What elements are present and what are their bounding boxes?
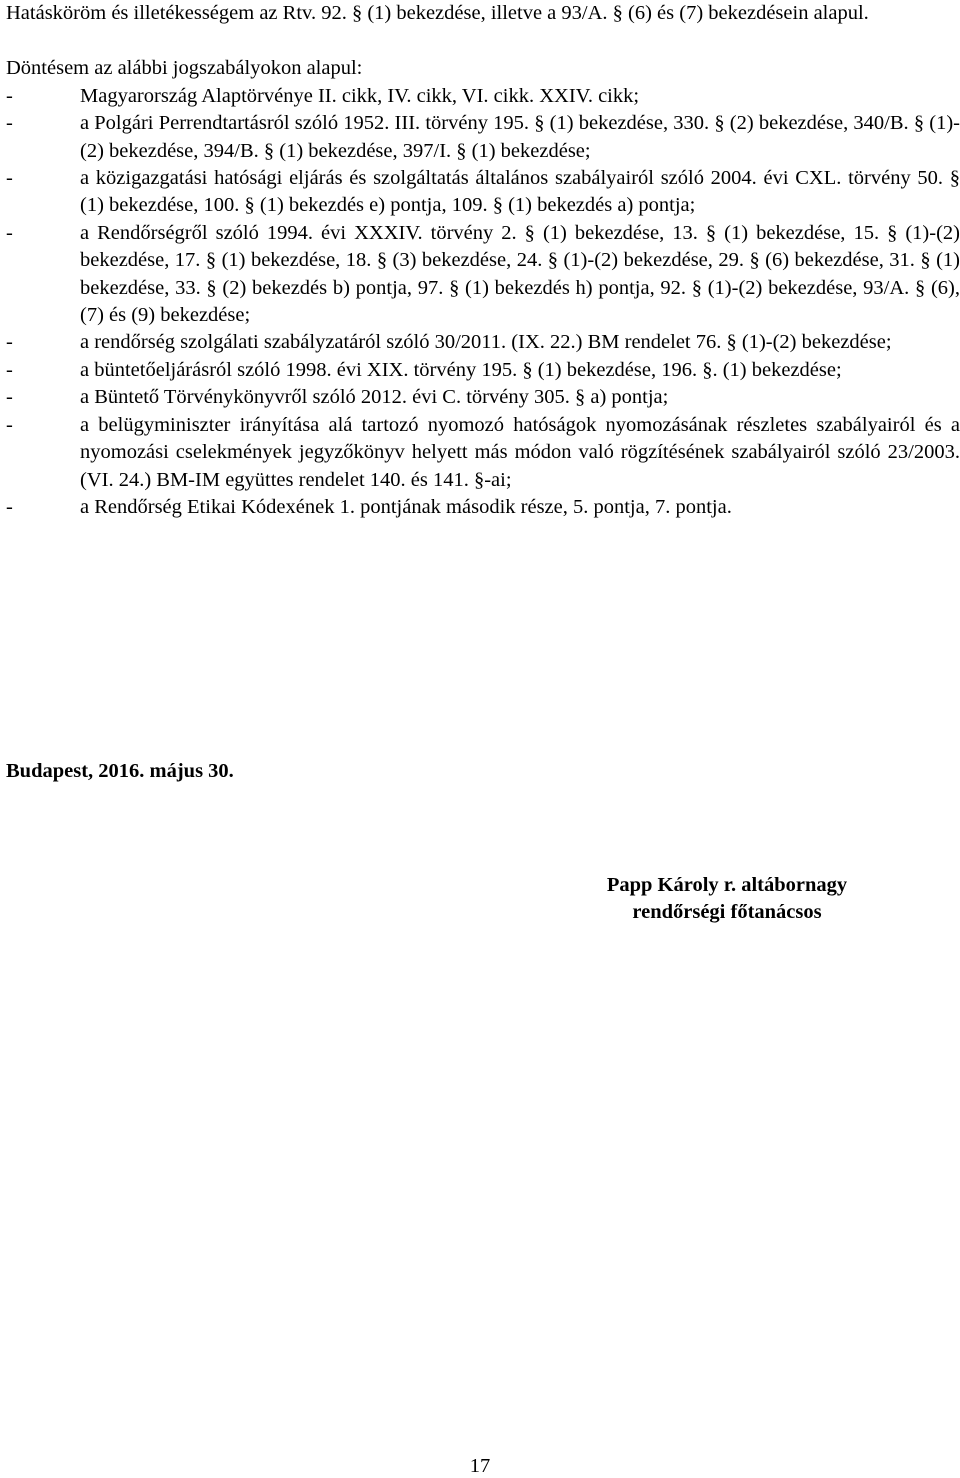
jurisdiction-paragraph: Hatásköröm és illetékességem az Rtv. 92. § (1) bekezdése, illetve a 93/A. § (6) és (7) bekezdésein alapul. <box>6 2 869 24</box>
list-dash: - <box>6 112 13 135</box>
place-and-date: Budapest, 2016. május 30. <box>6 760 234 782</box>
list-dash: - <box>6 413 13 436</box>
list-item-text: a Büntető Törvénykönyvről szóló 2012. évi C. törvény 305. § a) pontja; <box>80 386 669 409</box>
list-item <box>6 165 960 220</box>
list-item-text: a Polgári Perrendtartásról szóló 1952. III. törvény 195. § (1) bekezdése, 330. § (2) bekezdése, 340/B. § (1)-(2) bekezdése, 394/B. § (1) bekezdése, 397/I. § (1) bekezdése; <box>80 112 960 162</box>
legal-basis-heading: Döntésem az alábbi jogszabályokon alapul: <box>6 57 363 80</box>
list-item <box>6 412 960 494</box>
list-item-text: a Rendőrségről szóló 1994. évi XXXIV. törvény 2. § (1) bekezdése, 13. § (1) bekezdése, 15. § (1)-(2) bekezdése, 17. § (1) bekezdése, 18. § (3) bekezdése, 24. § (1)-(2) bekezdése, 29. § (6) bekezdése, 31. § (1) bekezdése, 33. § (2) bekezdés b) pontja, 97. § (1) bekezdés h) pontja, 92. § (1)-(2) bekezdése, 93/A. § (6), (7) és (9) bekezdése; <box>80 221 960 327</box>
list-item <box>6 329 960 356</box>
signatory-title: rendőrségi főtanácsos <box>632 901 822 923</box>
legal-basis-list <box>6 83 960 522</box>
list-dash: - <box>6 495 13 518</box>
list-dash: - <box>6 84 13 107</box>
list-item-text: a közigazgatási hatósági eljárás és szolgáltatás általános szabályairól szóló 2004. évi CXL. törvény 50. § (1) bekezdése, 100. § (1) bekezdés e) pontja, 109. § (1) bekezdés a) pontja; <box>80 167 960 217</box>
signature-block <box>572 872 882 926</box>
list-item <box>6 83 960 110</box>
list-dash: - <box>6 386 13 409</box>
list-dash: - <box>6 331 13 354</box>
list-dash: - <box>6 221 13 244</box>
signatory-name: Papp Károly r. altábornagy <box>606 874 848 896</box>
list-item <box>6 110 960 165</box>
document-page <box>6 0 960 923</box>
list-dash: - <box>6 167 13 190</box>
list-dash: - <box>6 358 13 381</box>
list-item <box>6 494 960 521</box>
list-item-text: a Rendőrség Etikai Kódexének 1. pontjának második része, 5. pontja, 7. pontja. <box>80 495 732 518</box>
list-item-text: a büntetőeljárásról szóló 1998. évi XIX. törvény 195. § (1) bekezdése, 196. §. (1) bekezdése; <box>80 358 842 381</box>
list-item <box>6 220 960 330</box>
list-item <box>6 357 960 384</box>
list-item-text: Magyarország Alaptörvénye II. cikk, IV. cikk, VI. cikk. XXIV. cikk; <box>80 84 640 107</box>
list-item-text: a belügyminiszter irányítása alá tartozó nyomozó hatóságok nyomozásának részletes szabályairól és a nyomozási cselekmények jegyzőkönyv helyett más módon való rögzítésének szabályairól szóló 23/2003. (VI. 24.) BM-IM együttes rendelet 140. és 141. §-ai; <box>80 413 960 491</box>
page-number: 17 <box>469 1455 491 1477</box>
list-item <box>6 384 960 411</box>
list-item-text: a rendőrség szolgálati szabályzatáról szóló 30/2011. (IX. 22.) BM rendelet 76. § (1)-(2) bekezdése; <box>80 331 892 354</box>
